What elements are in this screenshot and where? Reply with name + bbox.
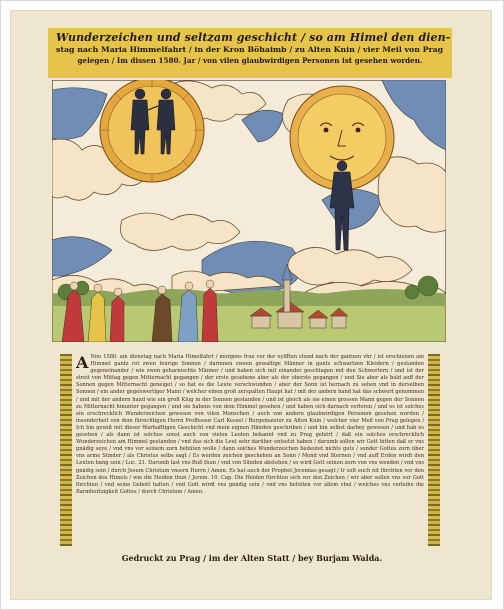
title-line-2: stag nach Maria Himmelfahrt / in der Kron Böhaimb / zu Alten Knin / vier Meil von Prag bbox=[56, 45, 444, 54]
left-decorative-border bbox=[60, 354, 72, 546]
woodcut-illustration bbox=[52, 80, 446, 342]
colophon: Gedruckt zu Prag / im der Alten Statt / bey Burjam Walda. bbox=[121, 553, 383, 563]
body-text: Nno 1580. am dienstag nach Maria Himelfahrt / morgens frue vor der eylfften stund nach der gantzen vhr / ist erschienen am Himmel gantz rot zwen feurige Sonnen / darinnen zween gewaltige Männer in gantz schwartzen Kleidern / gestanden gegeneinander / wie zwen geharnischte Männer / und haben sich mit einander geschlagen mit den Schwertern / und ist der streit von Mittag gegen Mitternacht gegangen / der erste gesehene aber als der oberste gegangen / und Sie aber als bald auff der Sonnen gegen Mitternacht geneiget / so hat es die Leute verschwunden / aber der Sonn ist hernach zu sehen vnd in derselben Sonnen / ein ander gegenwertiger Mann / welcher einen groß zerspalten Haupt hat / mit der andern hand hat das schwert genommen / und mit der andern hand wie ein groß Klug in der Sonnen gestanden / und ist gleich als sie einen grossen Mann gegen der Sonnen zu Mitternacht hinunter gegangen / und sie habens von dem Himmel gesehen / und haben sich darnach verloren / und es ist solches ein erschrecklich Wunderzeichen gewesen von vilen Menschen / auch von andern glaubwirdigen Personen gesehen worden / insonderheit von dem fürsichtigen Herrn Proffessor Carl Kessel / Burgemaister zu Alten Knin / welcher vier Meil von Prag gelegen / Ich bin gewiß mit dieser Warhafftigen Geschicht vnd mein eignen Händen geschriben / und bin selbst darbey gewesen / und hab es gesehen / als dann ist solches sonst auch von vielen Leuten bekannt vnd zu Prag gehört / daß ein solches erschrecklich Wunderzeichen am Himmel gestanden / vnd das sich die Leut sehr darüber entsetzt haben / darumb sollen wir Gott bitten daß er vns gnädig seye / vnd vns vor seinem zorn behüten wolle / dann solches Wunderzeichen bedeutet nichts guts / sonder Gottes zorn über vns arme Sünder / als Christus selbs sagt / Es werden zeichen geschehen an Sonn / Mond vnd Sternen / vnd auff Erden wirdt den Leuten bang sein / Luc. 21. Darumb last vns Buß thun / vnd von Sünden abstehen / so wird Gott seinen zorn von vns wenden / vnd vns gnädig sein / durch Jesum Christum vnsern Herrn / Amen. Es hat auch der Prophet Jeremias gesagt / Ir solt euch nit fürchten vor den Zeichen des Himels / wie die Heiden thun / Jerem. 10. Cap. Die Heiden fürchten sich vor den Zeichen / wir aber sollen vns vor Gott fürchten / vnd seine Gebott halten / vnd Gott wirdt vns gnädig sein / vnd vns behüten vor allem vbel / welches vns verleihe die Barmhertzigkeit Gottes / durch Christum / Amen. bbox=[76, 354, 424, 495]
body-text-block bbox=[76, 354, 424, 544]
title-line-3: gelegen / Im dissen 1580. Jar / von vilen glaubwirdigen Personen ist gesehen worden. bbox=[77, 56, 423, 65]
left-sun bbox=[100, 80, 204, 182]
title-heading: Wunderzeichen und seltzam geschicht / so am Himel den dien- bbox=[56, 31, 451, 44]
title-banner bbox=[48, 28, 452, 78]
drop-cap: A bbox=[76, 354, 89, 372]
right-decorative-border bbox=[428, 354, 440, 546]
